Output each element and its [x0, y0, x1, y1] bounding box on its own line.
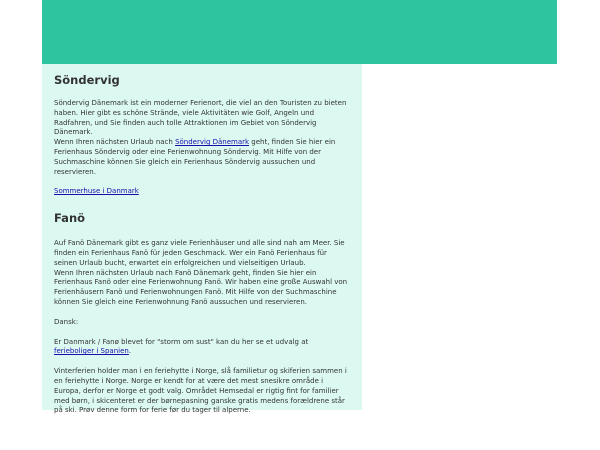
- paragraph-sondervig-intro: Söndervig Dänemark ist ein moderner Ferienort, die viel an den Touristen zu bieten haben. Hier gibt es schöne Strände, viele Aktivitäten wie Golf, Angeln und Radfahren, und Sie finden auch tolle Attraktionen im Gebiet von Söndervig Dänemark.: [54, 99, 347, 137]
- header-banner: [42, 0, 557, 64]
- paragraph-text: geht, finden Sie hier ein Ferienhaus Söndervig oder eine Ferienwohnung Söndervig. Mit Hilfe von der Suchmaschine können Sie gleich ein Ferienhaus Söndervig aussuchen und reservieren.: [54, 138, 336, 176]
- paragraph-fano-intro: Auf Fanö Dänemark gibt es ganz viele Ferienhäuser und alle sind nah am Meer. Sie finden ein Ferienhaus Fanö für jeden Geschmack. Wer ein Fanö Ferienhaus für seinen Urlaub bucht, erwartet ein erfolgreichen und vielseitigen Urlaub.: [54, 239, 345, 267]
- paragraph-text: Er Danmark / Fanø blevet for "storm om sust" kan du her se et udvalg at: [54, 337, 309, 346]
- section-title-sondervig: Söndervig: [54, 73, 120, 87]
- paragraph-sondervig-travel: [54, 138, 350, 177]
- sommerhuse-danmark-link[interactable]: Sommerhuse i Danmark: [54, 187, 139, 196]
- paragraph-fano-travel: Wenn Ihren nächsten Urlaub nach Fanö Dänemark geht, finden Sie hier ein Ferienhaus Fanö oder eine Ferienwohnung Fanö. Wir haben eine große Auswahl von Ferienhäusern Fanö und Ferienwohnungen Fanö. Mit Hilfe von der Suchmaschine können Sie gleich eine Ferienwohnung Fanö aussuchen und reservieren.: [54, 268, 348, 306]
- paragraph-text: .: [128, 347, 132, 356]
- sommerhuse-link-row: [54, 187, 350, 197]
- paragraph-norge: Vinterferien holder man i en feriehytte i Norge, slå familietur og skiferien sammen i en feriehytte i Norge. Norge er kendt for at være det mest snesikre område i Europa, derfor er Norge et godt valg. Området Hemsedal er rigtig fint for familier med børn, i skicenteret er der børnepasning ganske gratis medens forældrene står på ski. Prøv denne form for ferie før du tager til alperne.: [54, 367, 347, 415]
- paragraph-dansk-label: Dansk:: [54, 317, 79, 326]
- paragraph-dansk-spain: [54, 338, 350, 358]
- content-panel: [42, 64, 362, 415]
- ferieboliger-spanien-link[interactable]: ferieboliger i Spanien: [54, 347, 129, 356]
- paragraph-text: Wenn Ihren nächsten Urlaub nach: [54, 138, 176, 147]
- section-title-fano: Fanö: [54, 211, 86, 226]
- sondervig-danemark-link[interactable]: Söndervig Dänemark: [175, 138, 250, 147]
